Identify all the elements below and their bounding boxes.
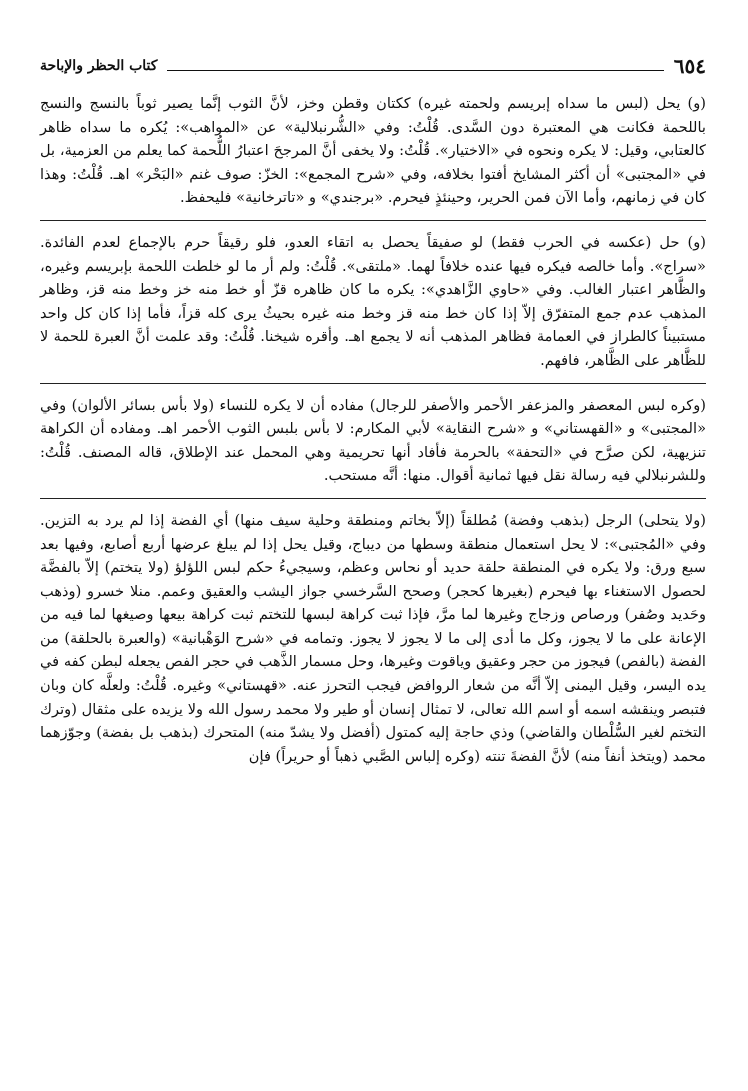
- page-number: ٦٥٤: [673, 54, 706, 78]
- paragraph: (و) يحل (لبس ما سداه إبريسم ولحمته غيره) ككتان وقطن وخز، لأنَّ الثوب إنَّما يصير ثوباً بالنسج والنسج باللحمة فكانت هي المعتبرة دون السَّدى. قُلْتُ: وفي «الشُّرنبلالية» عن «المواهب»: يُكره ما سداه ظاهر كالعتابي، وقيل: لا يكره ونحوه في «الاختيار». قُلْتُ: ولا يخفى أنَّ المرجحَ اعتبارُ اللُّحمة كما يعلم من العزمية، بل في «المجتبى» أن أكثر المشايخ أفتوا بخلافه، وفي «شرح المجمع»: الخزّ: صوف غنم «البَحْر» اهـ. قُلْتُ: وهذا كان في زمانهم، وأما الآن فمن الحرير، وحينئذٍ فيحرم. «برجندي» و «تاترخانية» فليحفظ.: [40, 95, 706, 207]
- paragraph-divider: [40, 498, 706, 499]
- paragraph: (و) حل (عكسه في الحرب فقط) لو صفيقاً يحصل به اتقاء العدو، فلو رقيقاً حرم بالإجماع لعدم الفائدة. «سراج». وأما خالصه فيكره فيها عنده خلافاً لهما. «ملتقى». قُلْتُ: ولم أر ما لو خلطت اللحمة بإبريسم وغيره، والظَّاهر اعتبار الغالب. وفي «حاوي الزَّاهدي»: يكره ما كان ظاهره قزّ أو خط منه خز وخط منه قز، وظاهر المذهب عدم جمع المتفرّق إلاّ إذا كان خط منه قز وخط منه غيره بحيثُ يرى كله قزاً، فأما إذا كان كل واحد مستبيناً كالطراز في العمامة فظاهر المذهب أنه لا يجمع اهـ. وأقره شيخنا. قُلْتُ: وقد علمت أنَّ العبرة للحمة لا للظَّاهر على الظَّاهر، فافهم.: [40, 233, 706, 369]
- book-title: كتاب الحظر والإباحة: [40, 58, 158, 74]
- paragraph-divider: [40, 220, 706, 221]
- page-header: [40, 50, 706, 76]
- paragraph: (وكره لبس المعصفر والمزعفر الأحمر والأصفر للرجال) مفاده أن لا يكره للنساء (ولا بأس بسائر الألوان) وفي «المجتبى» و «القهستاني» و «شرح النقاية» لأبي المكارم: لا بأس بلبس الثوب الأحمر اهـ. ومفاده أن الكراهة تنزيهية، لكن صرَّح في «التحفة» بالحرمة فأفاد أنها تحريمية وهي المحمل عند الإطلاق، قاله المصنف. قُلْتُ: وللشرنبلالي فيه رسالة نقل فيها ثمانية أقوال. منها: أنَّه مستحب.: [40, 396, 706, 485]
- page-body: [40, 92, 706, 768]
- header-rule: [167, 70, 663, 71]
- paragraph: (ولا يتحلى) الرجل (بذهب وفضة) مُطلقاً (إلاّ بخاتم ومنطقة وحلية سيف منها) أي الفضة إذا لم يرد به التزين. وفي «المُجتبى»: لا يحل استعمال منطقة وسطها من ديباج، وقيل يحل إذا لم يبلغ عرضها أربع أصابع، وفيها بعد سبع ورق: ولا يكره في المنطقة حلقة حديد أو نحاس وعظم، وسيجيءُ حكم لبس اللؤلؤ (ولا يتختم) إلاّ بالفضَّة لحصول الاستغناء بها فيحرم (بغيرها كحجر) وصحح السَّرخسي جواز اليشب والعقيق وعمم. منلا خسرو (وذهب وحَديد وصُفر) ورصاص وزجاج وغيرها لما مرَّ، فإذا ثبت كراهة لبسها للتختم ثبت كراهة بيعها وصيغها لما فيه من الإعانة على ما لا يجوز، وكل ما أدى إلى ما لا يجوز لا يجوز. وتمامه في «شرح الوَهْبانية» (والعبرة بالحلقة) من الفضة (بالفص) فيجوز من حجر وعقيق وياقوت وغيرها، وحل مسمار الذَّهب في حجر الفص يجعله لبطن كفه في يده اليسر، وقيل اليمنى إلاّ أنَّه من شعار الروافض فيجب التحرز عنه. «قهستاني» وغيره. قُلْتُ: ولعلَّه كان وبان فتبصر وينقشه اسمه أو اسم الله تعالى، لا تمثال إنسان أو طير ولا محمد رسول الله ولا يزيده على مثقال (وترك التختم لغير السُّلْطان والقاضي) وذي حاجة إليه كمتول (أفضل ولا يشدّ منه) المتحرك (بذهب بل بفضة) وجوّزهما محمد (ويتخذ أنفاً منه) لأنَّ الفضةَ تنته (وكره إلباس الصَّبي ذهباً أو حريراً) فإن: [40, 511, 706, 765]
- paragraph-divider: [40, 383, 706, 384]
